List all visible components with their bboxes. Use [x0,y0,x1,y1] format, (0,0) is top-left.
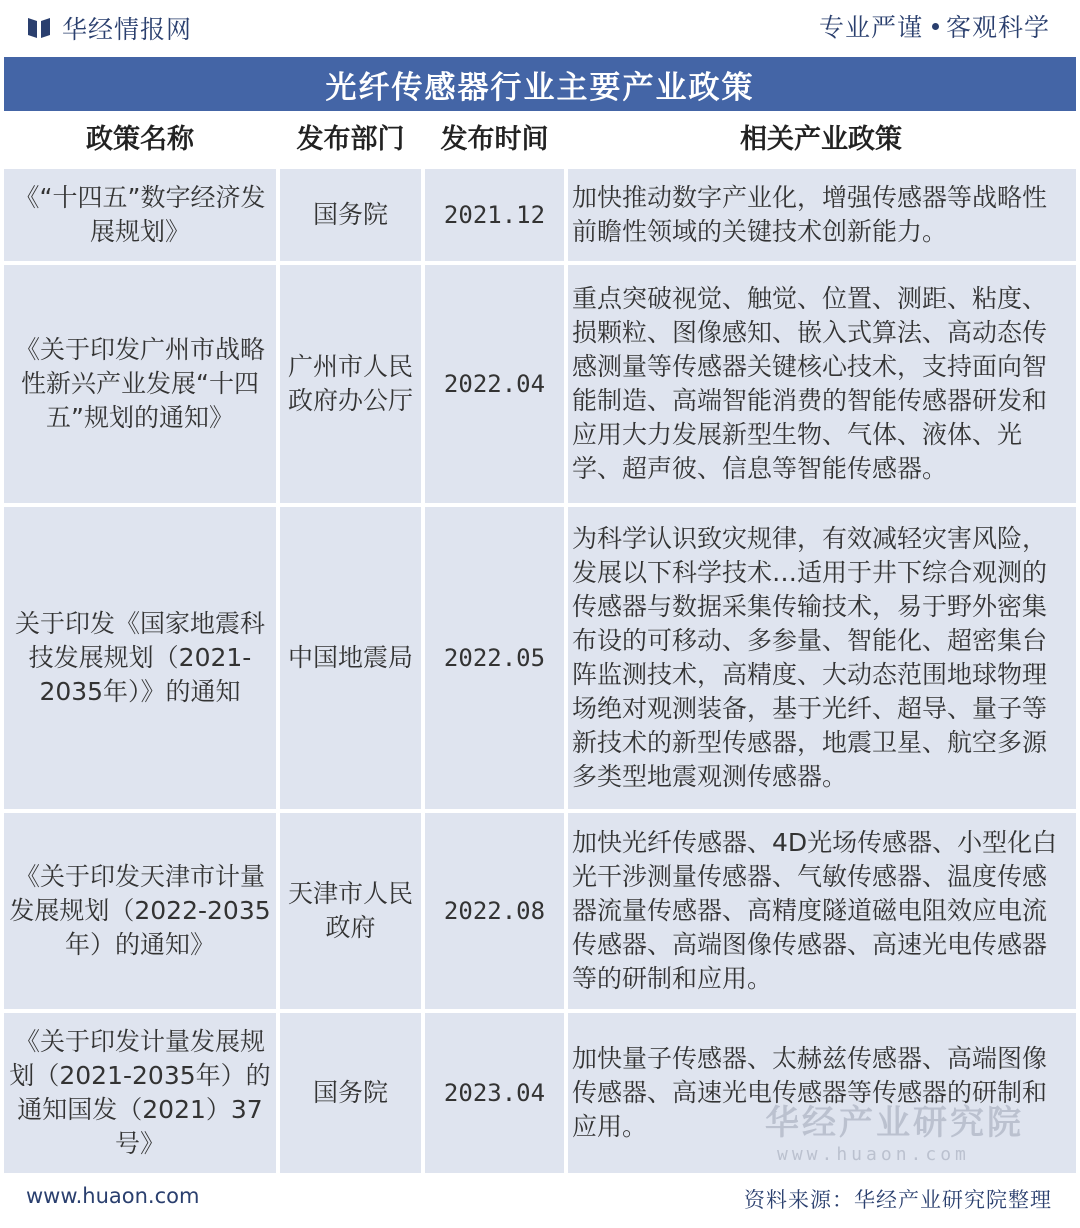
top-bar [0,0,1080,56]
date-cell: 2022.05 [425,507,564,809]
title-bar [4,57,1076,111]
dept-cell [280,1013,421,1173]
brand [26,12,192,44]
policy-name: 《关于印发广州市战略性新兴产业发展“十四五”规划的通知》 [14,335,265,432]
policy-name: 《“十四五”数字经济发展规划》 [14,183,266,246]
brand-name: 华经情报网 [62,15,193,44]
policy-table [4,114,1076,1173]
slogan-right: 客观科学 [945,13,1050,42]
dept: 天津市人民政府 [287,879,413,942]
watermark-sub: www.huaon.com [777,1144,970,1165]
policy-name: 《关于印发天津市计量发展规划（2022-2035年）的通知》 [9,862,271,959]
page-title: 光纤传感器行业主要产业政策 [325,69,755,106]
table-row [4,265,1076,507]
policy-name-cell [4,265,276,503]
dept-cell [280,265,421,503]
dot-icon [932,23,939,30]
footer [0,1176,1080,1220]
source-note: 资料来源：华经产业研究院整理 [744,1188,1052,1212]
dept: 中国地震局 [287,643,413,672]
date-cell: 2023.04 [425,1013,564,1173]
column-header-name: 政策名称 [4,114,276,165]
slogan-left: 专业严谨 [818,13,923,42]
policy-name: 《关于印发计量发展规划（2021-2035年）的通知国发（2021）37号》 [9,1027,271,1158]
slogan [819,12,1050,44]
dept-cell [280,813,421,1009]
table-row [4,813,1076,1013]
dept: 国务院 [312,200,388,229]
policy-text-cell: 加快推动数字产业化，增强传感器等战略性前瞻性领域的关键技术创新能力。 [568,169,1076,261]
policy-name: 关于印发《国家地震科技发展规划（2021-2035年）》的通知 [14,609,265,706]
site-url[interactable]: www.huaon.com [26,1184,200,1208]
book-logo-icon [26,16,52,40]
date-cell: 2022.08 [425,813,564,1009]
policy-name-cell [4,1013,276,1173]
dept-cell [280,507,421,809]
policy-name-cell [4,813,276,1009]
policy-name-cell [4,169,276,261]
column-header-policy: 相关产业政策 [568,114,1076,165]
table-row [4,1013,1076,1173]
policy-name-cell [4,507,276,809]
policy-text-cell: 加快量子传感器、太赫兹传感器、高端图像传感器、高速光电传感器等传感器的研制和应用。 [568,1013,1076,1173]
dept-cell [280,169,421,261]
policy-text-cell: 加快光纤传感器、4D光场传感器、小型化白光干涉测量传感器、气敏传感器、温度传感器流量传感器、高精度隧道磁电阻效应电流传感器、高端图像传感器、高速光电传感器等的研制和应用。 [568,813,1076,1009]
table-row [4,507,1076,813]
watermark-main: 华经产业研究院 [765,1103,1024,1143]
date-cell: 2022.04 [425,265,564,503]
dept: 广州市人民政府办公厅 [287,352,413,415]
dept: 国务院 [312,1078,388,1107]
date-cell: 2021.12 [425,169,564,261]
column-header-dept: 发布部门 [280,114,421,165]
policy-text-cell: 为科学认识致灾规律，有效减轻灾害风险，发展以下科学技术…适用于井下综合观测的传感器与数据采集传输技术，易于野外密集布设的可移动、多参量、智能化、超密集台阵监测技术，高精度、大动态范围地球物理场绝对观测装备，基于光纤、超导、量子等新技术的新型传感器，地震卫星、航空多源多类型地震观测传感器。 [568,507,1076,809]
table-header-row [4,114,1076,169]
table-row [4,169,1076,265]
column-header-date: 发布时间 [425,114,564,165]
policy-text-cell: 重点突破视觉、触觉、位置、测距、粘度、损颗粒、图像感知、嵌入式算法、高动态传感测量等传感器关键核心技术，支持面向智能制造、高端智能消费的智能传感器研发和应用大力发展新型生物、气体、液体、光学、超声彼、信息等智能传感器。 [568,265,1076,503]
